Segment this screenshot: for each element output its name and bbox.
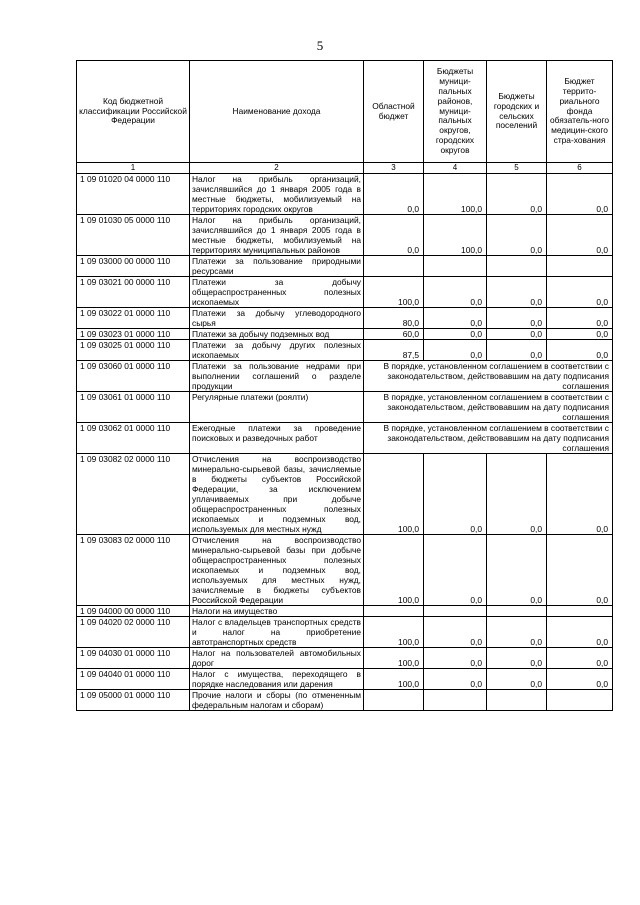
revenue-name: Налог на прибыль организаций, зачислявшийся до 1 января 2005 года в местные бюджеты, мобилизуемый на территориях городских округов	[190, 174, 364, 215]
agreement-note: В порядке, установленном соглашением в соответствии с законодательством, действовавшим на дату подписания соглашения	[364, 423, 613, 454]
municipal-value: 0,0	[424, 669, 487, 690]
agreement-note: В порядке, установленном соглашением в соответствии с законодательством, действовавшим на дату подписания соглашения	[364, 392, 613, 423]
regional-value	[364, 606, 424, 617]
column-number: 2	[190, 163, 364, 174]
regional-value	[364, 256, 424, 277]
table-row	[77, 277, 613, 308]
table-row	[77, 174, 613, 215]
fund-value: 0,0	[547, 617, 613, 648]
settlement-value	[487, 690, 547, 711]
table-row	[77, 340, 613, 361]
header-row	[77, 61, 613, 163]
table-row	[77, 690, 613, 711]
revenue-name: Отчисления на воспроизводство минерально-сырьевой базы, зачисляемые в бюджеты субъектов Российской Федерации, за исключением уплачиваемых при добыче общераспространенных полезных ископаемых и подземных вод, используемых для местных нужд	[190, 454, 364, 535]
table-row	[77, 669, 613, 690]
revenue-name: Платежи за добычу углеводородного сырья	[190, 308, 364, 329]
regional-value: 80,0	[364, 308, 424, 329]
budget-code: 1 09 01020 04 0000 110	[77, 174, 190, 215]
settlement-value: 0,0	[487, 648, 547, 669]
revenue-name: Платежи за пользование природными ресурсами	[190, 256, 364, 277]
budget-code: 1 09 03061 01 0000 110	[77, 392, 190, 423]
table-row	[77, 423, 613, 454]
fund-value: 0,0	[547, 308, 613, 329]
table-row	[77, 215, 613, 256]
header-regional-budget: Областной бюджет	[364, 61, 424, 163]
settlement-value: 0,0	[487, 454, 547, 535]
header-code: Код бюджетной классификации Российской Федерации	[77, 61, 190, 163]
budget-code: 1 09 03025 01 0000 110	[77, 340, 190, 361]
revenue-name: Налог с владельцев транспортных средств и налог на приобретение автотранспортных средств	[190, 617, 364, 648]
municipal-value: 0,0	[424, 454, 487, 535]
regional-value: 100,0	[364, 669, 424, 690]
regional-value: 100,0	[364, 617, 424, 648]
fund-value: 0,0	[547, 277, 613, 308]
regional-value: 87,5	[364, 340, 424, 361]
fund-value: 0,0	[547, 454, 613, 535]
revenue-name: Налоги на имущество	[190, 606, 364, 617]
budget-code: 1 09 04030 01 0000 110	[77, 648, 190, 669]
revenue-name: Налог на прибыль организаций, зачислявшийся до 1 января 2005 года в местные бюджеты, мобилизуемый на территориях муниципальных районов	[190, 215, 364, 256]
table-row	[77, 454, 613, 535]
fund-value: 0,0	[547, 669, 613, 690]
revenue-name: Налог с имущества, переходящего в порядке наследования или дарения	[190, 669, 364, 690]
column-number-row	[77, 163, 613, 174]
municipal-value: 0,0	[424, 329, 487, 340]
budget-code: 1 09 03023 01 0000 110	[77, 329, 190, 340]
budget-code: 1 09 04000 00 0000 110	[77, 606, 190, 617]
settlement-value: 0,0	[487, 215, 547, 256]
settlement-value	[487, 256, 547, 277]
table-row	[77, 392, 613, 423]
budget-code: 1 09 04040 01 0000 110	[77, 669, 190, 690]
revenue-name: Платежи за пользование недрами при выполнении соглашений о разделе продукции	[190, 361, 364, 392]
fund-value	[547, 690, 613, 711]
municipal-value	[424, 256, 487, 277]
agreement-note: В порядке, установленном соглашением в соответствии с законодательством, действовавшим на дату подписания соглашения	[364, 361, 613, 392]
header-medical-insurance-fund: Бюджет террито-риального фонда обязатель-ного медицин-ского стра-хования	[547, 61, 613, 163]
fund-value: 0,0	[547, 340, 613, 361]
fund-value	[547, 256, 613, 277]
revenue-name: Отчисления на воспроизводство минерально-сырьевой базы при добыче общераспространенных полезных ископаемых и подземных вод, используемых для местных нужд, зачисляемые в бюджеты субъектов Российской Федерации	[190, 535, 364, 606]
column-number: 3	[364, 163, 424, 174]
settlement-value: 0,0	[487, 535, 547, 606]
regional-value: 0,0	[364, 174, 424, 215]
revenue-distribution-table	[76, 60, 613, 711]
header-municipal-budgets: Бюджеты муници-пальных районов, муници-пальных округов, городских округов	[424, 61, 487, 163]
municipal-value: 0,0	[424, 617, 487, 648]
revenue-name: Прочие налоги и сборы (по отмененным федеральным налогам и сборам)	[190, 690, 364, 711]
settlement-value	[487, 606, 547, 617]
fund-value: 0,0	[547, 648, 613, 669]
table-row	[77, 648, 613, 669]
page-number: 5	[316, 38, 324, 53]
municipal-value: 100,0	[424, 174, 487, 215]
revenue-name: Платежи за добычу общераспространенных полезных ископаемых	[190, 277, 364, 308]
regional-value: 100,0	[364, 454, 424, 535]
revenue-name: Регулярные платежи (роялти)	[190, 392, 364, 423]
table-row	[77, 361, 613, 392]
budget-code: 1 09 03021 00 0000 110	[77, 277, 190, 308]
settlement-value: 0,0	[487, 617, 547, 648]
budget-code: 1 09 05000 01 0000 110	[77, 690, 190, 711]
header-name: Наименование дохода	[190, 61, 364, 163]
regional-value: 100,0	[364, 277, 424, 308]
settlement-value: 0,0	[487, 329, 547, 340]
budget-code: 1 09 03060 01 0000 110	[77, 361, 190, 392]
column-number: 4	[424, 163, 487, 174]
municipal-value: 100,0	[424, 215, 487, 256]
regional-value: 0,0	[364, 215, 424, 256]
column-number: 5	[487, 163, 547, 174]
budget-code: 1 09 01030 05 0000 110	[77, 215, 190, 256]
budget-code: 1 09 03022 01 0000 110	[77, 308, 190, 329]
revenue-name: Ежегодные платежи за проведение поисковых и разведочных работ	[190, 423, 364, 454]
fund-value: 0,0	[547, 215, 613, 256]
regional-value: 60,0	[364, 329, 424, 340]
regional-value: 100,0	[364, 535, 424, 606]
column-number: 6	[547, 163, 613, 174]
fund-value	[547, 606, 613, 617]
municipal-value	[424, 606, 487, 617]
header-settlement-budgets: Бюджеты городских и сельских поселений	[487, 61, 547, 163]
municipal-value: 0,0	[424, 308, 487, 329]
table-row	[77, 617, 613, 648]
municipal-value	[424, 690, 487, 711]
budget-code: 1 09 03083 02 0000 110	[77, 535, 190, 606]
settlement-value: 0,0	[487, 340, 547, 361]
budget-code: 1 09 03082 02 0000 110	[77, 454, 190, 535]
settlement-value: 0,0	[487, 277, 547, 308]
budget-code: 1 09 03062 01 0000 110	[77, 423, 190, 454]
fund-value: 0,0	[547, 329, 613, 340]
fund-value: 0,0	[547, 535, 613, 606]
revenue-name: Платежи за добычу других полезных ископаемых	[190, 340, 364, 361]
table-row	[77, 606, 613, 617]
municipal-value: 0,0	[424, 535, 487, 606]
settlement-value: 0,0	[487, 308, 547, 329]
municipal-value: 0,0	[424, 277, 487, 308]
table-row	[77, 329, 613, 340]
regional-value	[364, 690, 424, 711]
fund-value: 0,0	[547, 174, 613, 215]
budget-code: 1 09 04020 02 0000 110	[77, 617, 190, 648]
revenue-name: Налог на пользователей автомобильных дорог	[190, 648, 364, 669]
revenue-name: Платежи за добычу подземных вод	[190, 329, 364, 340]
municipal-value: 0,0	[424, 648, 487, 669]
settlement-value: 0,0	[487, 669, 547, 690]
budget-code: 1 09 03000 00 0000 110	[77, 256, 190, 277]
municipal-value: 0,0	[424, 340, 487, 361]
settlement-value: 0,0	[487, 174, 547, 215]
table-row	[77, 535, 613, 606]
column-number: 1	[77, 163, 190, 174]
table-row	[77, 308, 613, 329]
table-row	[77, 256, 613, 277]
regional-value: 100,0	[364, 648, 424, 669]
